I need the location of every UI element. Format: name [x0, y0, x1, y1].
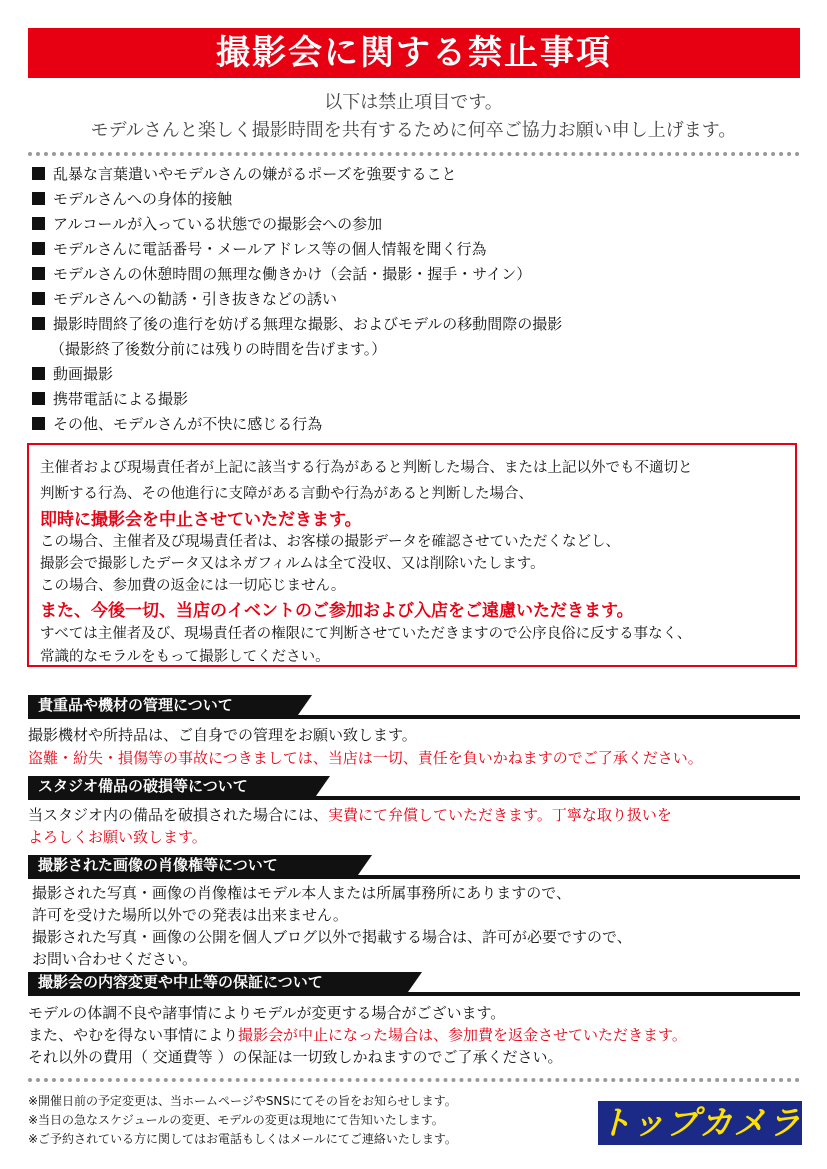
section-rule	[28, 715, 800, 719]
portrait-text-3: 撮影された写真・画像の公開を個人ブログ以外で掲載する場合は、許可が必要ですので、	[32, 928, 632, 946]
square-bullet-icon	[32, 217, 45, 230]
square-bullet-icon	[32, 242, 45, 255]
footnote-3: ※ご予約されている方に関してはお電話もしくはメールにてご連絡いたします。	[28, 1132, 457, 1146]
page-title: 撮影会に関する禁止事項	[28, 28, 800, 78]
section-heading-studio: スタジオ備品の破損等について	[28, 776, 316, 796]
list-item-note: （撮影終了後数分前には残りの時間を告げます。）	[50, 340, 387, 358]
studio-text-1: 当スタジオ内の備品を破損された場合には、実費にて弁償していただきます。丁寧な取り扱いを	[28, 806, 672, 824]
list-item: モデルさんに電話番号・メールアドレス等の個人情報を聞く行為	[32, 237, 802, 262]
section-heading-portrait: 撮影された画像の肖像権等について	[28, 855, 358, 875]
portrait-text-4: お問い合わせください。	[32, 950, 198, 968]
valuables-text-2: 盗難・紛失・損傷等の事故につきましては、当店は一切、責任を負いかねますのでご了承ください。	[28, 749, 703, 767]
prohibited-items-list	[32, 162, 802, 437]
section-rule	[28, 875, 800, 879]
list-item: 携帯電話による撮影	[32, 387, 802, 412]
list-item: その他、モデルさんが不快に感じる行為	[32, 412, 802, 437]
list-item: モデルさんの休憩時間の無理な働きかけ（会話・撮影・握手・サイン）	[32, 262, 802, 287]
intro-line-2: モデルさんと楽しく撮影時間を共有するために何卒ご協力お願い申し上げます。	[90, 120, 737, 141]
list-item: 撮影時間終了後の進行を妨げる無理な撮影、およびモデルの移動間際の撮影	[32, 312, 802, 337]
valuables-text-1: 撮影機材や所持品は、ご自身での管理をお願い致します。	[28, 726, 417, 744]
dotted-divider	[28, 152, 800, 156]
section-heading-valuables: 貴重品や機材の管理について	[28, 695, 298, 715]
square-bullet-icon	[32, 367, 45, 380]
section-rule	[28, 992, 800, 996]
square-bullet-icon	[32, 267, 45, 280]
changes-text-2: また、やむを得ない事情により撮影会が中止になった場合は、参加費を返金させていただきます。	[28, 1026, 687, 1044]
warning-ban-notice: また、今後一切、当店のイベントのご参加および入店をご遠慮いただきます。	[40, 601, 634, 621]
warning-text-3: この場合、主催者及び現場責任者は、お客様の撮影データを確認させていただくなどし、	[40, 534, 620, 550]
changes-text-3: それ以外の費用（ 交通費等 ）の保証は一切致しかねますのでご了承ください。	[28, 1048, 563, 1066]
warning-text-2: 判断する行為、その他進行に支障がある言動や行為があると判断した場合、	[40, 486, 533, 502]
section-heading-changes: 撮影会の内容変更や中止等の保証について	[28, 972, 408, 992]
portrait-text-2: 許可を受けた場所以外での発表は出来ません。	[32, 906, 348, 924]
list-item: アルコールが入っている状態での撮影会への参加	[32, 212, 802, 237]
warning-text-7: 常識的なモラルをもって撮影してください。	[40, 649, 330, 665]
section-rule	[28, 796, 800, 800]
top-camera-logo: トップカメラ	[598, 1101, 802, 1145]
list-item: モデルさんへの勧誘・引き抜きなどの誘い	[32, 287, 802, 312]
studio-text-2: よろしくお願い致します。	[28, 828, 207, 846]
square-bullet-icon	[32, 292, 45, 305]
square-bullet-icon	[32, 167, 45, 180]
warning-text-6: すべては主催者及び、現場責任者の権限にて判断させていただきますので公序良俗に反する事なく、	[40, 626, 692, 642]
square-bullet-icon	[32, 417, 45, 430]
warning-text-4: 撮影会で撮影したデータ又はネガフィルムは全て没収、又は削除いたします。	[40, 556, 545, 572]
dotted-divider	[28, 1078, 800, 1082]
footnote-2: ※当日の急なスケジュールの変更、モデルの変更は現地にて告知いたします。	[28, 1113, 444, 1127]
warning-text-5: この場合、参加費の返金には一切応じません。	[40, 578, 346, 594]
changes-text-1: モデルの体調不良や諸事情によりモデルが変更する場合がございます。	[28, 1004, 506, 1022]
square-bullet-icon	[32, 317, 45, 330]
warning-text-1: 主催者および現場責任者が上記に該当する行為があると判断した場合、または上記以外でも不適切と	[40, 460, 693, 476]
warning-cancel-notice: 即時に撮影会を中止させていただきます。	[40, 510, 362, 530]
footnote-1: ※開催日前の予定変更は、当ホームページやSNSにてその旨をお知らせします。	[28, 1094, 457, 1108]
portrait-text-1: 撮影された写真・画像の肖像権はモデル本人または所属事務所にありますので、	[32, 884, 571, 902]
list-item: 動画撮影	[32, 362, 802, 387]
list-item: 乱暴な言葉遣いやモデルさんの嫌がるポーズを強要すること	[32, 162, 802, 187]
square-bullet-icon	[32, 192, 45, 205]
list-item: モデルさんへの身体的接触	[32, 187, 802, 212]
intro-line-1: 以下は禁止項目です。	[324, 92, 503, 113]
square-bullet-icon	[32, 392, 45, 405]
